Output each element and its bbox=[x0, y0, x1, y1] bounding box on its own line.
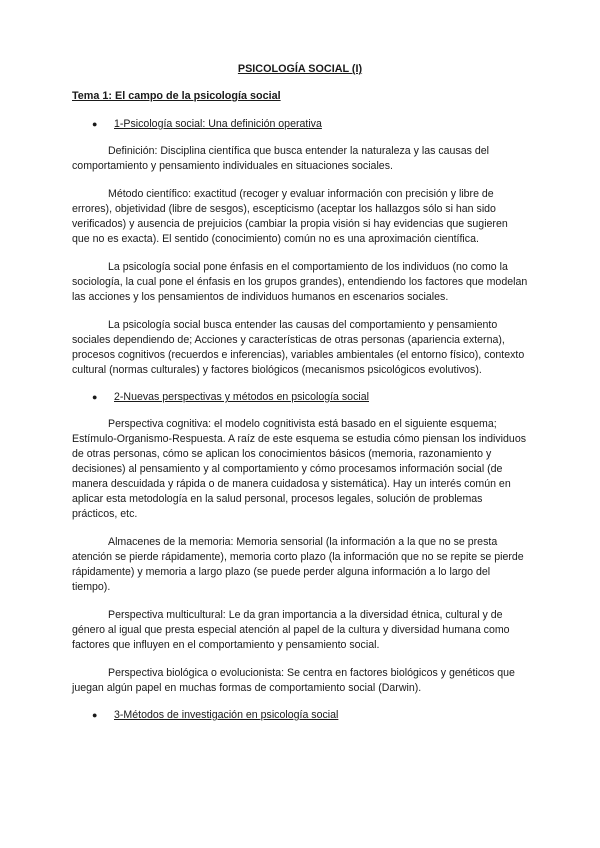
document-page bbox=[72, 62, 528, 735]
paragraph-definicion: Definición: Disciplina científica que busca entender la naturaleza y las causas del comportamiento y pensamiento individuales en situaciones sociales. bbox=[72, 145, 490, 172]
section-heading-1 bbox=[92, 117, 528, 132]
section-heading-2 bbox=[92, 390, 528, 405]
topic-title: Tema 1: El campo de la psicología social bbox=[72, 90, 281, 102]
paragraph-perspectiva-biologica: Perspectiva biológica o evolucionista: Se centra en factores biológicos y genéticos que juegan algún papel en muchas formas de comportamiento social (Darwin). bbox=[72, 667, 515, 694]
paragraph-perspectiva-multicultural: Perspectiva multicultural: Le da gran importancia a la diversidad étnica, cultural y de género al igual que presta especial atención al papel de la cultura y diversidad humana como factores que influyen en el comportamiento y pensamiento social. bbox=[72, 609, 510, 651]
section-heading-3-text: 3-Métodos de investigación en psicología social bbox=[114, 709, 339, 721]
paragraph-enfasis: La psicología social pone énfasis en el comportamiento de los individuos (no como la sociología, la cual pone el énfasis en los grupos grandes), entendiendo los factores que modelan las acciones y los pensamientos de individuos humanos en escenarios sociales. bbox=[72, 261, 528, 303]
section-heading-3 bbox=[92, 708, 528, 723]
paragraph-causas: La psicología social busca entender las causas del comportamiento y pensamiento sociales dependiendo de; Acciones y características de otras personas (apariencia externa), procesos cognitivos (recuerdos e inferencias), variables ambientales (el entorno físico), contexto cultural (normas culturales) y factores biológicos (mecanismos psicológicos evolutivos). bbox=[72, 319, 525, 376]
paragraph-almacenes-memoria: Almacenes de la memoria: Memoria sensorial (la información a la que no se presta atención se pierde rápidamente), memoria corto plazo (la información que no se repite se pierde rápidamente) y memoria a largo plazo (se puede perder alguna información a lo largo del tiempo). bbox=[72, 536, 524, 593]
document-title: PSICOLOGÍA SOCIAL (I) bbox=[237, 63, 363, 75]
bullet-icon: ● bbox=[92, 710, 98, 720]
section-heading-1-text: 1-Psicología social: Una definición operativa bbox=[114, 118, 322, 130]
bullet-icon: ● bbox=[92, 119, 98, 129]
bullet-icon: ● bbox=[92, 392, 98, 402]
section-heading-2-text: 2-Nuevas perspectivas y métodos en psicología social bbox=[114, 391, 369, 403]
paragraph-perspectiva-cognitiva: Perspectiva cognitiva: el modelo cognitivista está basado en el siguiente esquema; Estímulo-Organismo-Respuesta. A raíz de este esquema se estudia cómo piensan los individuos de otras personas, cómo se aplican los conocimientos básicos (memoria, razonamiento y decisiones) al pensamiento y al comportamiento y cómo procesamos información social (de manera descuidada y rápida o de manera cuidadosa y sistemática). Hay un interés común en aplicar esta metodología en la salud personal, procesos legales, solución de problemas prácticos, etc. bbox=[72, 418, 527, 520]
paragraph-metodo-cientifico: Método científico: exactitud (recoger y evaluar información con precisión y libre de errores), objetividad (libre de sesgos), escepticismo (aceptar los hallazgos sólo si han sido verificados) y ausencia de prejuicios (cambiar la propia visión si hay evidencias que sugieren que no es exacta). El sentido (conocimiento) común no es una aproximación científica. bbox=[72, 188, 508, 245]
